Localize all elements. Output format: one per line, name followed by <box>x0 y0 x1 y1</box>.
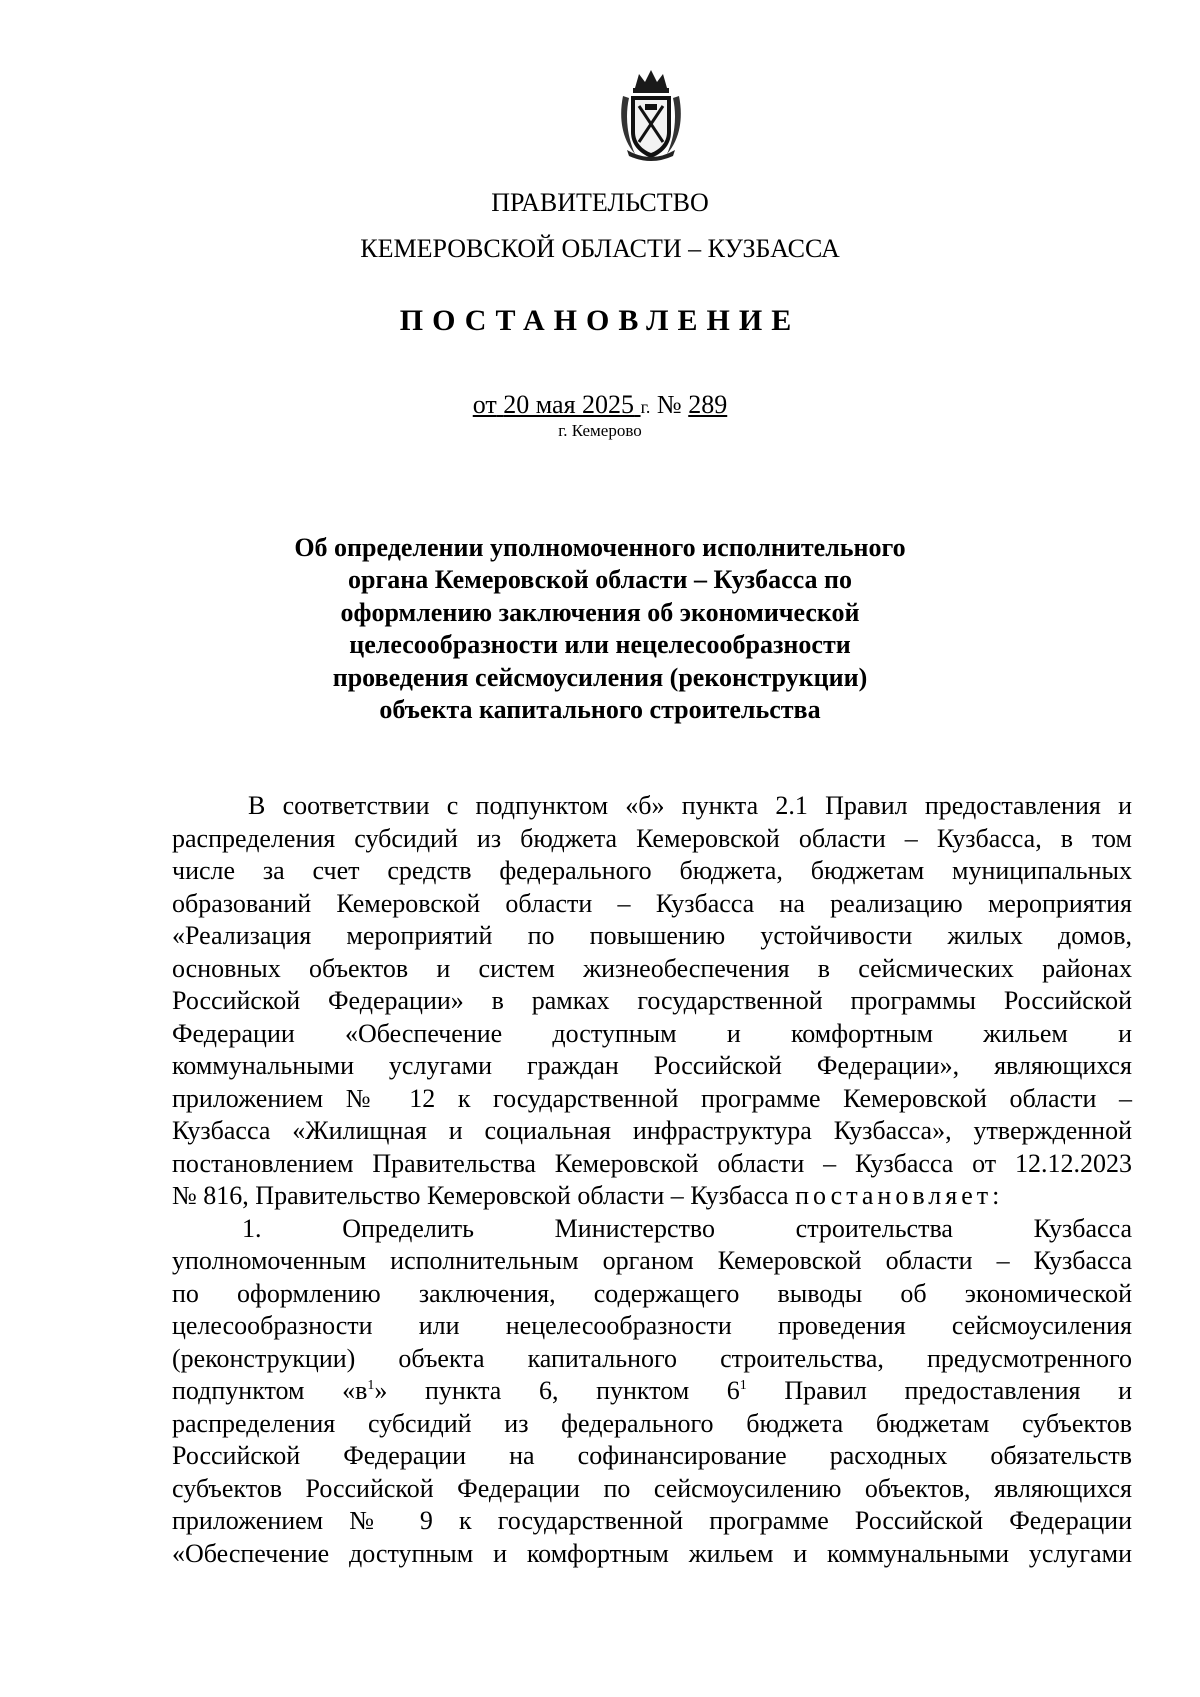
document-date-number <box>0 390 1200 422</box>
decision-lead: № 816, Правительство Кемеровской области – Кузбасса <box>172 1181 789 1210</box>
body-line: коммунальными услугами граждан Российской Федерации», являющихся <box>172 1051 1132 1080</box>
body-line: 1. Определить Министерство строительства Кузбасса <box>242 1213 1132 1243</box>
document-body <box>172 790 1132 1570</box>
coat-of-arms-icon <box>617 66 685 162</box>
body-line: уполномоченным исполнительным органом Кемеровской области – Кузбасса <box>172 1246 1132 1275</box>
title-line: Об определении уполномоченного исполнительного <box>294 533 906 562</box>
body-line: приложением № 12 к государственной программе Кемеровской области – <box>172 1083 1132 1113</box>
body-line: распределения субсидий из федерального бюджета бюджетам субъектов <box>172 1408 1132 1438</box>
body-line: целесообразности или нецелесообразности проведения сейсмоусиления <box>172 1311 1132 1340</box>
body-line: распределения субсидий из бюджета Кемеровской области – Кузбасса, в том <box>172 823 1132 853</box>
body-line <box>172 1375 1132 1408</box>
title-line: целесообразности или нецелесообразности <box>349 630 851 660</box>
city: г. Кемерово <box>558 421 642 440</box>
body-line: (реконструкции) объекта капитального строительства, предусмотренного <box>172 1343 1132 1373</box>
document-number: 289 <box>688 390 728 419</box>
body-line: «Обеспечение доступным и комфортным жильем и коммунальными услугами <box>172 1538 1132 1568</box>
title-line: оформлению заключения об экономической <box>340 597 860 627</box>
body-line: «Реализация мероприятий по повышению устойчивости жилых домов, <box>172 921 1132 950</box>
government-name-line1: ПРАВИТЕЛЬСТВО <box>491 188 709 217</box>
body-line <box>172 1180 1132 1213</box>
number-sign: № <box>656 390 682 419</box>
title-line: проведения сейсмоусиления (реконструкции) <box>332 662 868 692</box>
body-line: Российской Федерации» в рамках государственной программы Российской <box>172 986 1132 1015</box>
document-date: 20 мая 2025 <box>503 390 635 419</box>
superscript: 1 <box>367 1378 375 1393</box>
body-line: образований Кемеровской области – Кузбасса на реализацию мероприятия <box>172 888 1132 918</box>
body-line: В соответствии с подпунктом «б» пункта 2.1 Правил предоставления и <box>248 791 1132 820</box>
title-line: объекта капитального строительства <box>379 695 821 725</box>
body-line: приложением № 9 к государственной программе Российской Федерации <box>172 1506 1132 1535</box>
text-run: подпунктом «в <box>172 1376 368 1405</box>
date-prefix: от <box>472 390 497 419</box>
body-line: Федерации «Обеспечение доступным и комфортным жильем и <box>172 1018 1132 1048</box>
body-line: Кузбасса «Жилищная и социальная инфраструктура Кузбасса», утвержденной <box>172 1116 1132 1145</box>
government-name-line2: КЕМЕРОВСКОЙ ОБЛАСТИ – КУЗБАССА <box>360 234 840 263</box>
body-line: субъектов Российской Федерации по сейсмоусилению объектов, являющихся <box>172 1473 1132 1503</box>
text-run: » пункта 6, пунктом 6 <box>374 1376 740 1405</box>
document-title <box>250 532 950 726</box>
title-line: органа Кемеровской области – Кузбасса по <box>348 565 852 595</box>
superscript: 1 <box>739 1378 747 1393</box>
body-line: числе за счет средств федерального бюджета, бюджетам муниципальных <box>172 856 1132 885</box>
body-line: по оформлению заключения, содержащего выводы об экономической <box>172 1278 1132 1308</box>
decision-word: постановляет: <box>795 1181 1004 1210</box>
text-run: Правил предоставления и <box>746 1376 1132 1405</box>
body-line: постановлением Правительства Кемеровской области – Кузбасса от 12.12.2023 <box>172 1148 1132 1178</box>
body-line: основных объектов и систем жизнеобеспечения в сейсмических районах <box>172 953 1132 983</box>
document-type: ПОСТАНОВЛЕНИЕ <box>399 304 801 337</box>
year-suffix: г. <box>640 397 651 417</box>
body-line: Российской Федерации на софинансирование расходных обязательств <box>172 1441 1132 1470</box>
